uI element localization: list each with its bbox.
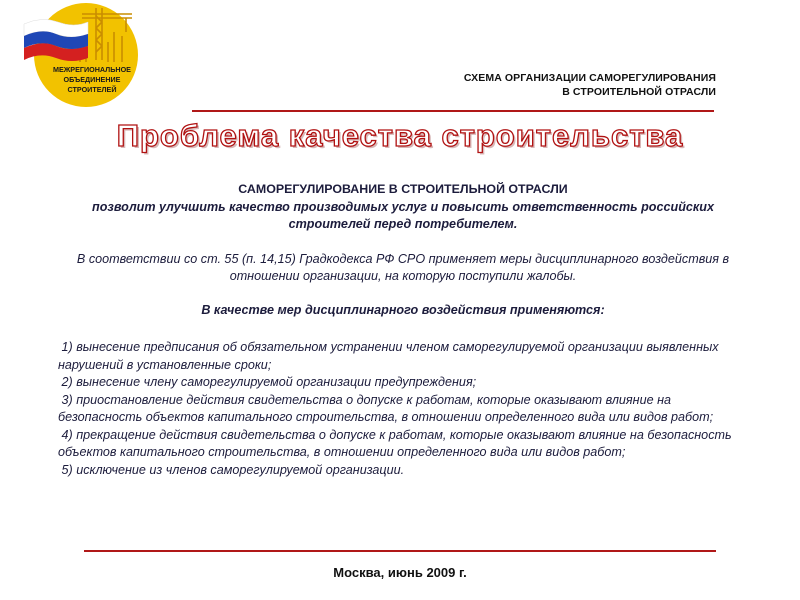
footer-location-date: Москва, июнь 2009 г. <box>333 565 467 580</box>
measures-heading: В качестве мер дисциплинарного воздействия применяются: <box>201 302 605 317</box>
measure-item: 4) прекращение действия свидетельства о допуске к работам, которые оказывают влияние на безопасность объектов капитального строительства, в отношении определенного вида или видов работ; <box>58 427 732 459</box>
measure-item: 5) исключение из членов саморегулируемой организации. <box>61 462 405 477</box>
measure-item: 3) приостановление действия свидетельства о допуске к работам, которые оказывают влияние на безопасность объектов капитального строительства, в отношении определенного вида или видов работ; <box>58 392 714 424</box>
slide-body <box>58 181 748 479</box>
logo-text-line-1: МЕЖРЕГИОНАЛЬНОЕ <box>53 65 131 74</box>
measure-item: 2) вынесение члену саморегулируемой организации предупреждения; <box>61 375 477 389</box>
header-title <box>464 71 716 99</box>
footer-divider <box>84 550 716 552</box>
page-title: Проблема качества строительства <box>116 118 684 153</box>
header-title-line-2: В СТРОИТЕЛЬНОЙ ОТРАСЛИ <box>562 86 716 98</box>
lead-text: позволит улучшить качество производимых услуг и повысить ответственность российских строителей перед потребителем. <box>92 199 714 231</box>
header-title-line-1: СХЕМА ОРГАНИЗАЦИИ САМОРЕГУЛИРОВАНИЯ <box>463 72 716 84</box>
legal-basis-paragraph: В соответствии со ст. 55 (п. 14,15) Градкодекса РФ СРО применяет меры дисциплинарного воздействия в отношении организации, на которую поступили жалобы. <box>76 251 730 283</box>
organization-logo <box>22 2 144 108</box>
measures-list <box>58 339 748 479</box>
measure-item: 1) вынесение предписания об обязательном устранении членом саморегулируемой организации выявленных нарушений в установленные сроки; <box>58 340 719 372</box>
russian-flag-icon <box>24 19 88 61</box>
logo-text-line-2: ОБЪЕДИНЕНИЕ <box>63 75 121 84</box>
header-divider <box>192 110 714 112</box>
lead-block <box>58 181 748 234</box>
logo-text-line-3: СТРОИТЕЛЕЙ <box>67 85 117 94</box>
lead-title: САМОРЕГУЛИРОВАНИЕ В СТРОИТЕЛЬНОЙ ОТРАСЛИ <box>238 182 568 196</box>
logo-emblem-icon <box>22 2 144 108</box>
